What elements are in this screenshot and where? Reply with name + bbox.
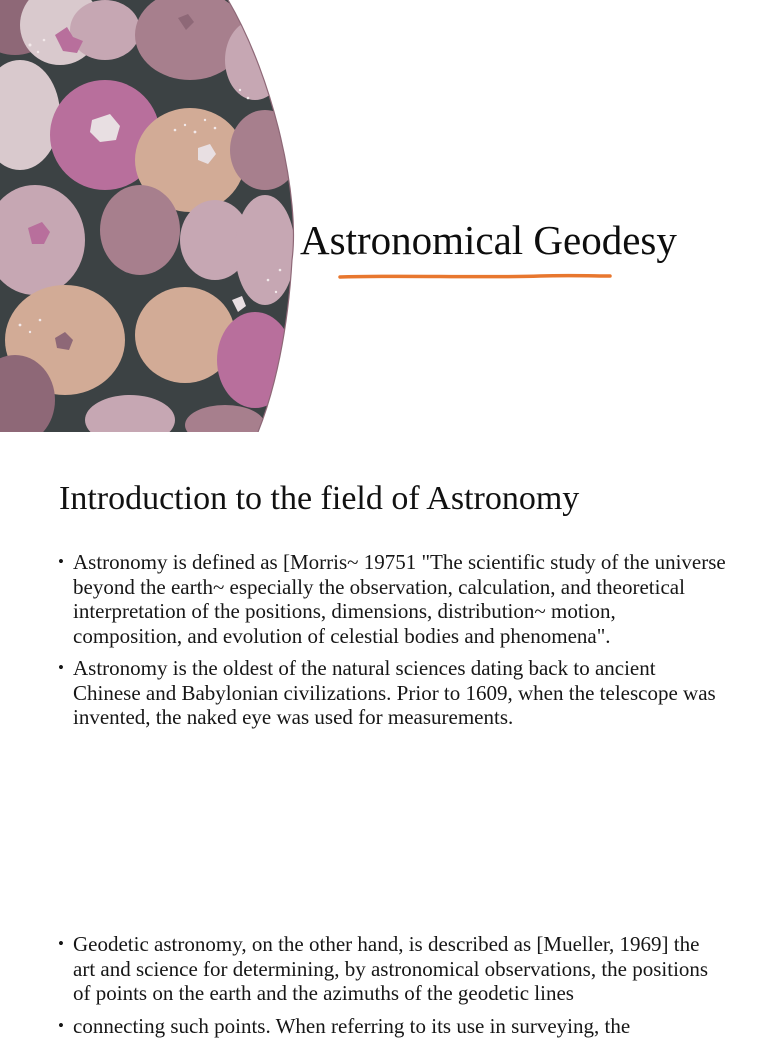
bullet-list-top: [58, 550, 726, 738]
bullet-list-bottom: [58, 932, 726, 1046]
floral-pattern-decoration: [0, 0, 300, 432]
slide-title: Astronomical Geodesy: [300, 217, 677, 263]
bullet-text: Astronomy is the oldest of the natural sciences dating back to ancient Chinese and Babylonian civilizations. Prior to 1609, when the telescope was invented, the naked eye was used for measurements.: [73, 656, 716, 729]
bullet-marker: •: [58, 658, 64, 677]
content-slide: [0, 432, 768, 1038]
bullet-text: connecting such points. When referring to its use in surveying, the: [73, 1013, 631, 1038]
slide-heading: Introduction to the field of Astronomy: [59, 480, 580, 517]
bullet-marker: •: [58, 934, 64, 953]
bullet-marker: •: [58, 1015, 64, 1035]
bullet-text: Astronomy is defined as [Morris~ 19751 "The scientific study of the universe beyond the earth~ especially the observation, calculation, and theoretical interpretation of the positions, dimensions, distribution~ motion, composition, and evolution of celestial bodies and phenomena".: [73, 550, 726, 648]
title-underline: [340, 274, 610, 279]
list-item: [58, 656, 726, 730]
bullet-text: Geodetic astronomy, on the other hand, is described as [Mueller, 1969] the art and science for determining, by astronomical observations, the positions of points on the earth and the azimuths of the geodetic lines: [73, 932, 709, 1005]
title-slide: [0, 0, 768, 432]
list-item: [58, 932, 726, 1006]
bullet-marker: •: [58, 552, 64, 571]
list-item: [58, 550, 726, 648]
list-item: [58, 1014, 726, 1039]
